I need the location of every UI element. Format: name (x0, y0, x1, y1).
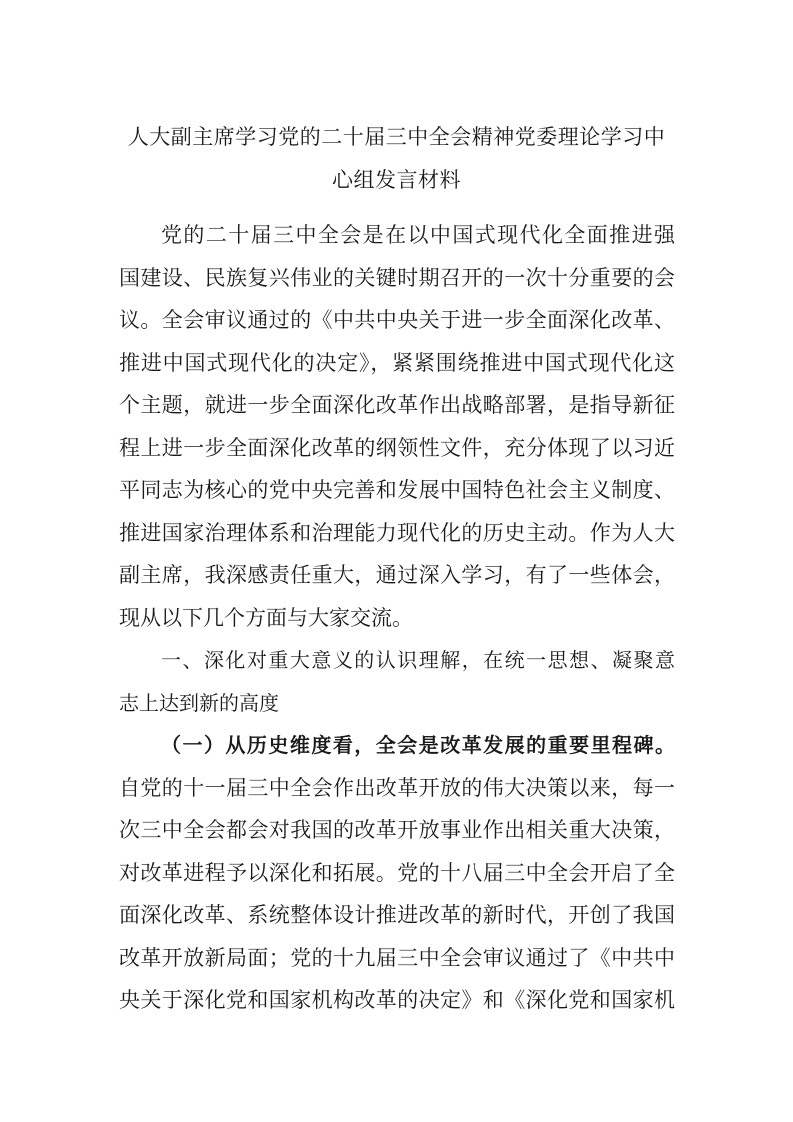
paragraph-line: 现从以下几个方面与大家交流。 (119, 605, 413, 630)
paragraph-line: 次三中全会都会对我国的改革开放事业作出相关重大决策， (119, 818, 675, 842)
paragraph-line: 推进中国式现代化的决定》，紧紧围绕推进中国式现代化这 (119, 350, 675, 375)
paragraph-line: 央关于深化党和国家机构改革的决定》和《深化党和国家机 (119, 988, 675, 1012)
paragraph-line: 副主席，我深感责任重大，通过深入学习，有了一些体会， (119, 563, 675, 587)
section-heading-line: 一、深化对重大意义的认识理解，在统一思想、凝聚意 (161, 648, 675, 672)
document-body (119, 214, 675, 1022)
title-line: 人大副主席学习党的二十届三中全会精神党委理论学习中 (127, 125, 666, 149)
title-line: 心组发言材料 (332, 167, 461, 192)
paragraph-line: 议。全会审议通过的《中共中央关于进一步全面深化改革、 (119, 308, 675, 332)
paragraph-line: 推进国家治理体系和治理能力现代化的历史主动。作为人大 (119, 520, 675, 545)
paragraph-line: 党的二十届三中全会是在以中国式现代化全面推进强 (161, 223, 675, 247)
section-heading-line: 志上达到新的高度 (119, 690, 279, 715)
paragraph-line: 平同志为核心的党中央完善和发展中国特色社会主义制度、 (119, 478, 675, 502)
paragraph-line: 对改革进程予以深化和拓展。党的十八届三中全会开启了全 (119, 860, 675, 885)
paragraph-line: 个主题，就进一步全面深化改革作出战略部署，是指导新征 (119, 393, 675, 417)
subsection-heading: （一）从历史维度看，全会是改革发展的重要里程碑。 (161, 733, 675, 757)
paragraph-line: 程上进一步全面深化改革的纲领性文件，充分体现了以习近 (119, 435, 675, 460)
paragraph-line: 国建设、民族复兴伟业的关键时期召开的一次十分重要的会 (119, 265, 675, 290)
paragraph-line: 面深化改革、系统整体设计推进改革的新时代，开创了我国 (119, 903, 675, 927)
paragraph-line: 改革开放新局面；党的十九届三中全会审议通过了《中共中 (119, 945, 675, 970)
paragraph-line: 自党的十一届三中全会作出改革开放的伟大决策以来，每一 (119, 775, 675, 800)
document-title (120, 116, 673, 201)
